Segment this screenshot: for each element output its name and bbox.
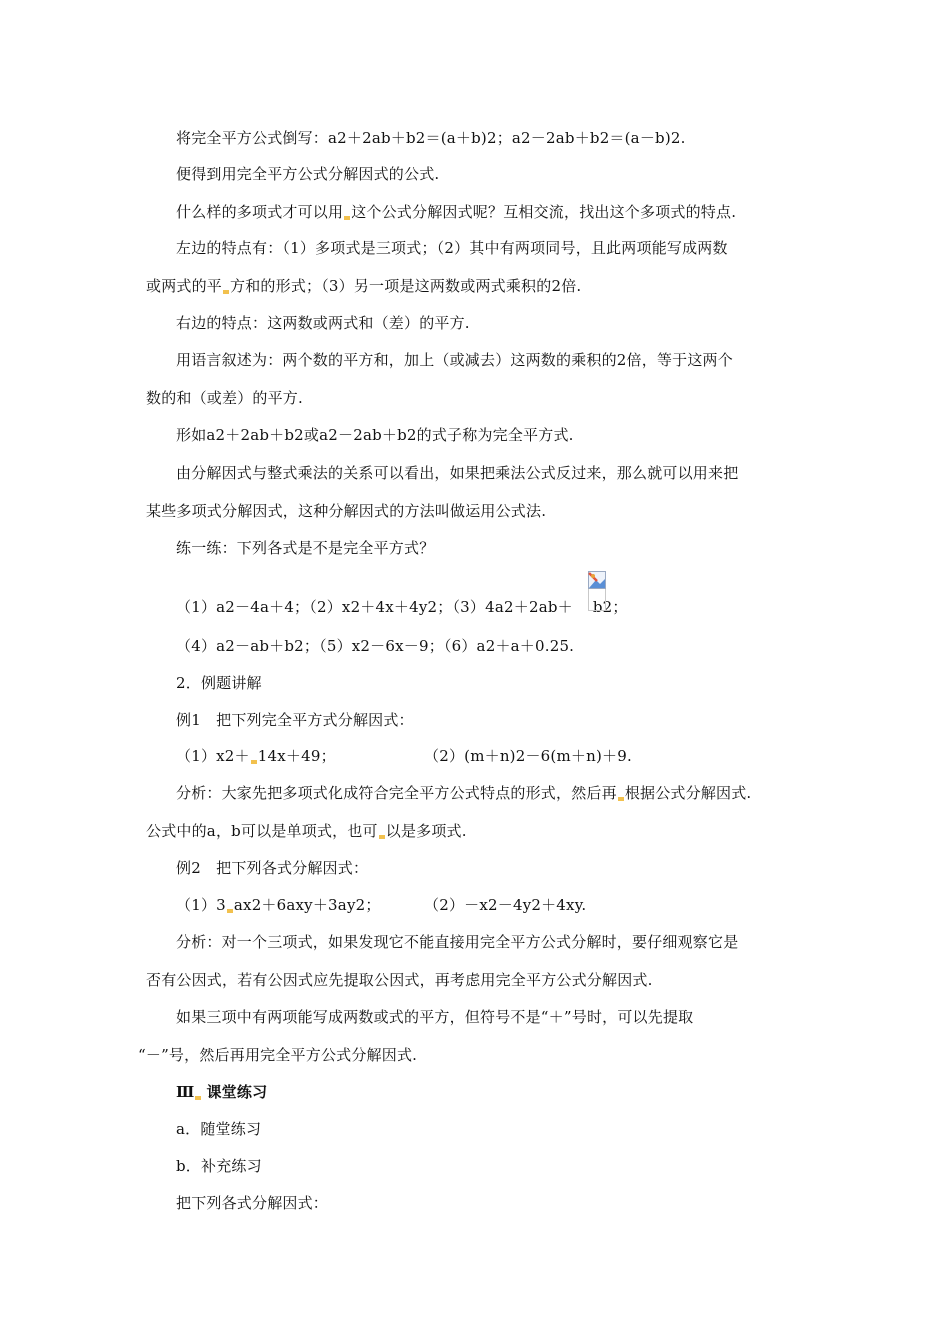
example-heading [176, 710, 414, 730]
paragraph-line [138, 1045, 417, 1065]
exercise-line [176, 597, 628, 617]
text: （1）a2－4a＋4；（2）x2＋4x＋4y2；（3）4a2＋2ab＋ [176, 598, 573, 616]
highlight-mark [344, 216, 350, 220]
text: 某些多项式分解因式，这种分解因式的方法叫做运用公式法. [146, 502, 547, 520]
text: 14x＋49； [257, 747, 336, 765]
text: 便得到用完全平方公式分解因式的公式. [176, 165, 440, 183]
example-items [176, 895, 381, 915]
text: b．补充练习 [176, 1157, 262, 1175]
text: 根据公式分解因式. [624, 784, 752, 802]
text: （1）x2＋ [176, 747, 250, 765]
text: 左边的特点有：（1）多项式是三项式；（2）其中有两项同号，且此两项能写成两数 [176, 239, 728, 257]
text: b2； [592, 598, 628, 616]
text: 或两式的平 [146, 277, 223, 295]
highlight-mark [379, 835, 385, 839]
broken-image-icon [588, 571, 606, 611]
example-heading [176, 858, 368, 878]
text: 练一练：下列各式是不是完全平方式？ [176, 539, 435, 557]
highlight-mark [195, 1096, 201, 1100]
text: 例2 把下列各式分解因式： [176, 859, 369, 877]
example-items [176, 746, 336, 766]
text: 形如a2＋2ab＋b2或a2－2ab＋b2的式子称为完全平方式. [176, 426, 574, 444]
paragraph-line [176, 350, 733, 370]
text: （2）(m＋n)2－6(m＋n)＋9. [424, 747, 632, 765]
text: 用语言叙述为：两个数的平方和，加上（或减去）这两数的乘积的2倍，等于这两个 [176, 351, 733, 369]
text: 分析：大家先把多项式化成符合完全平方公式特点的形式，然后再 [176, 784, 617, 802]
highlight-mark [251, 760, 257, 764]
text: 这个公式分解因式呢？互相交流，找出这个多项式的特点. [351, 203, 737, 221]
text: 如果三项中有两项能写成两数或式的平方，但符号不是“＋”号时，可以先提取 [176, 1008, 694, 1026]
paragraph-line [176, 128, 686, 148]
text: 公式中的a，b可以是单项式，也可 [146, 822, 378, 840]
example-item-2 [424, 895, 586, 915]
text: “－”号，然后再用完全平方公式分解因式. [138, 1046, 418, 1064]
paragraph-line [146, 388, 303, 408]
text: （1）3 [176, 896, 226, 914]
paragraph-line [146, 970, 653, 990]
text: 例1 把下列完全平方式分解因式： [176, 711, 414, 729]
list-item [176, 1156, 262, 1176]
exercise-line [176, 636, 574, 656]
paragraph-line [146, 501, 546, 521]
list-item [176, 1119, 261, 1139]
paragraph-line [146, 276, 581, 296]
paragraph-line [176, 238, 728, 258]
text: 把下列各式分解因式： [176, 1194, 329, 1212]
text: 什么样的多项式才可以用 [176, 203, 344, 221]
text: 方和的形式；（3）另一项是这两数或两式乘积的2倍. [230, 277, 582, 295]
paragraph-line [176, 932, 738, 952]
paragraph-line [176, 783, 751, 803]
text: 以是多项式. [385, 822, 467, 840]
paragraph-line [176, 313, 470, 333]
highlight-mark [223, 290, 229, 294]
example-item-2 [424, 746, 632, 766]
highlight-mark [618, 797, 624, 801]
roman-numeral: Ⅲ [176, 1083, 195, 1101]
paragraph-line [176, 425, 574, 445]
text: （4）a2－ab＋b2；（5）x2－6x－9；（6）a2＋a＋0.25. [176, 637, 575, 655]
paragraph-line [176, 538, 434, 558]
text: 课堂练习 [206, 1083, 268, 1101]
paragraph-line [176, 1007, 693, 1027]
paragraph-line [146, 821, 467, 841]
section-heading [176, 1082, 267, 1102]
paragraph-line [176, 164, 439, 184]
text: 分析：对一个三项式，如果发现它不能直接用完全平方公式分解时，要仔细观察它是 [176, 933, 739, 951]
paragraph-line [176, 202, 736, 222]
text: 由分解因式与整式乘法的关系可以看出，如果把乘法公式反过来，那么就可以用来把 [176, 464, 739, 482]
paragraph-line [176, 463, 738, 483]
text: 否有公因式，若有公因式应先提取公因式，再考虑用完全平方公式分解因式. [146, 971, 653, 989]
text: 2．例题讲解 [176, 674, 262, 692]
highlight-mark [227, 909, 233, 913]
paragraph-line [176, 1193, 328, 1213]
text: 将完全平方公式倒写：a2＋2ab＋b2＝(a＋b)2；a2－2ab＋b2＝(a－b)2. [176, 129, 686, 147]
section-line [176, 673, 262, 693]
text: 右边的特点：这两数或两式和（差）的平方. [176, 314, 470, 332]
text: ax2＋6axy＋3ay2； [233, 896, 381, 914]
text: （2）－x2－4y2＋4xy. [424, 896, 587, 914]
text: 数的和（或差）的平方. [146, 389, 303, 407]
text: a．随堂练习 [176, 1120, 262, 1138]
